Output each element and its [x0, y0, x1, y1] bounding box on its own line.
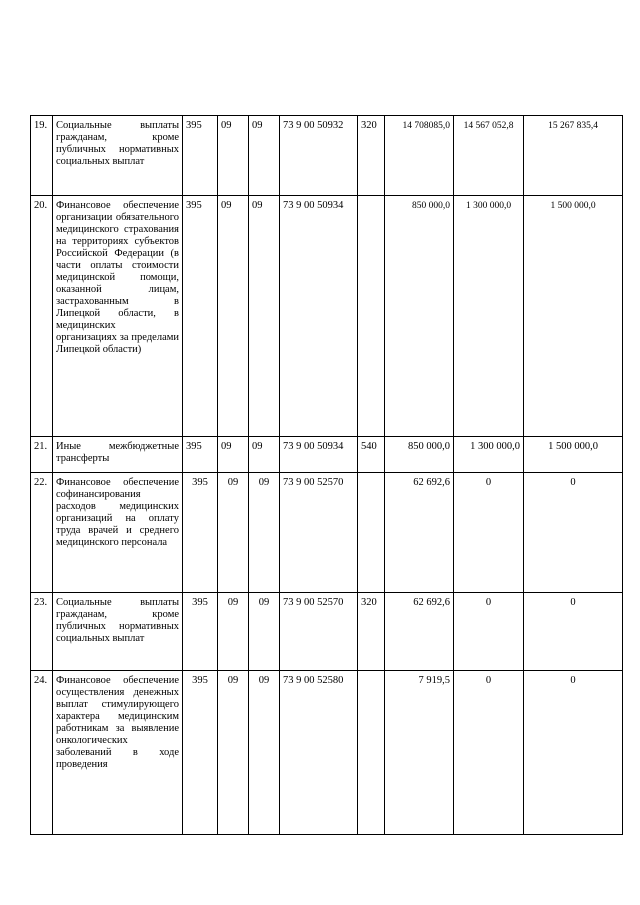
row-number: 19.: [31, 116, 53, 196]
cell-subsection: 09: [249, 671, 280, 835]
cell-target-article: 73 9 00 52570: [280, 593, 358, 671]
table-row: [31, 671, 623, 835]
row-number: 20.: [31, 196, 53, 437]
cell-subsection: 09: [249, 593, 280, 671]
cell-target-article: 73 9 00 52570: [280, 473, 358, 593]
cell-amount-year1: 7 919,5: [385, 671, 454, 835]
row-number: 24.: [31, 671, 53, 835]
cell-section: 09: [218, 593, 249, 671]
cell-expense-type: [358, 196, 385, 437]
cell-amount-year1: 850 000,0: [385, 437, 454, 473]
row-description: Иные межбюджетные трансферты: [53, 437, 183, 473]
row-number: 22.: [31, 473, 53, 593]
cell-amount-year2: 14 567 052,8: [454, 116, 524, 196]
row-description: Финансовое обеспечение осуществления денежных выплат стимулирующего характера медицинским работникам за выявление онкологических заболеваний в ходе проведения: [53, 671, 183, 835]
row-number: 23.: [31, 593, 53, 671]
row-number: 21.: [31, 437, 53, 473]
cell-subsection: 09: [249, 196, 280, 437]
table-row: [31, 437, 623, 473]
cell-expense-type: 540: [358, 437, 385, 473]
cell-section: 09: [218, 473, 249, 593]
cell-amount-year3: 0: [524, 473, 623, 593]
table-row: [31, 593, 623, 671]
cell-amount-year1: 14 708085,0: [385, 116, 454, 196]
cell-section: 09: [218, 196, 249, 437]
cell-amount-year2: 0: [454, 593, 524, 671]
cell-amount-year2: 1 300 000,0: [454, 437, 524, 473]
cell-amount-year2: 0: [454, 473, 524, 593]
cell-amount-year3: 0: [524, 671, 623, 835]
budget-table: [30, 115, 623, 835]
table-row: [31, 116, 623, 196]
cell-grbs: 395: [183, 671, 218, 835]
cell-amount-year3: 1 500 000,0: [524, 196, 623, 437]
cell-target-article: 73 9 00 50934: [280, 437, 358, 473]
cell-expense-type: [358, 671, 385, 835]
cell-subsection: 09: [249, 116, 280, 196]
cell-expense-type: [358, 473, 385, 593]
cell-section: 09: [218, 116, 249, 196]
cell-amount-year3: 15 267 835,4: [524, 116, 623, 196]
row-description: Финансовое обеспечение организации обязательного медицинского страхования на территориях субъектов Российской Федерации (в части оплаты стоимости медицинской помощи, оказанной лицам, застрахованным в Липецкой области, в медицинских организациях за пределами Липецкой области): [53, 196, 183, 437]
cell-expense-type: 320: [358, 116, 385, 196]
cell-section: 09: [218, 671, 249, 835]
table-row: [31, 196, 623, 437]
cell-amount-year3: 0: [524, 593, 623, 671]
cell-target-article: 73 9 00 50934: [280, 196, 358, 437]
cell-grbs: 395: [183, 196, 218, 437]
cell-amount-year3: 1 500 000,0: [524, 437, 623, 473]
cell-amount-year1: 62 692,6: [385, 473, 454, 593]
row-description: Социальные выплаты гражданам, кроме публичных нормативных социальных выплат: [53, 116, 183, 196]
cell-grbs: 395: [183, 473, 218, 593]
table-row: [31, 473, 623, 593]
row-description: Социальные выплаты гражданам, кроме публичных нормативных социальных выплат: [53, 593, 183, 671]
cell-amount-year2: 1 300 000,0: [454, 196, 524, 437]
cell-grbs: 395: [183, 437, 218, 473]
cell-subsection: 09: [249, 473, 280, 593]
cell-subsection: 09: [249, 437, 280, 473]
cell-grbs: 395: [183, 593, 218, 671]
cell-target-article: 73 9 00 50932: [280, 116, 358, 196]
cell-expense-type: 320: [358, 593, 385, 671]
row-description: Финансовое обеспечение софинансирования расходов медицинских организаций на оплату труда врачей и среднего медицинского персонала: [53, 473, 183, 593]
cell-section: 09: [218, 437, 249, 473]
cell-target-article: 73 9 00 52580: [280, 671, 358, 835]
cell-amount-year1: 850 000,0: [385, 196, 454, 437]
cell-grbs: 395: [183, 116, 218, 196]
cell-amount-year2: 0: [454, 671, 524, 835]
cell-amount-year1: 62 692,6: [385, 593, 454, 671]
